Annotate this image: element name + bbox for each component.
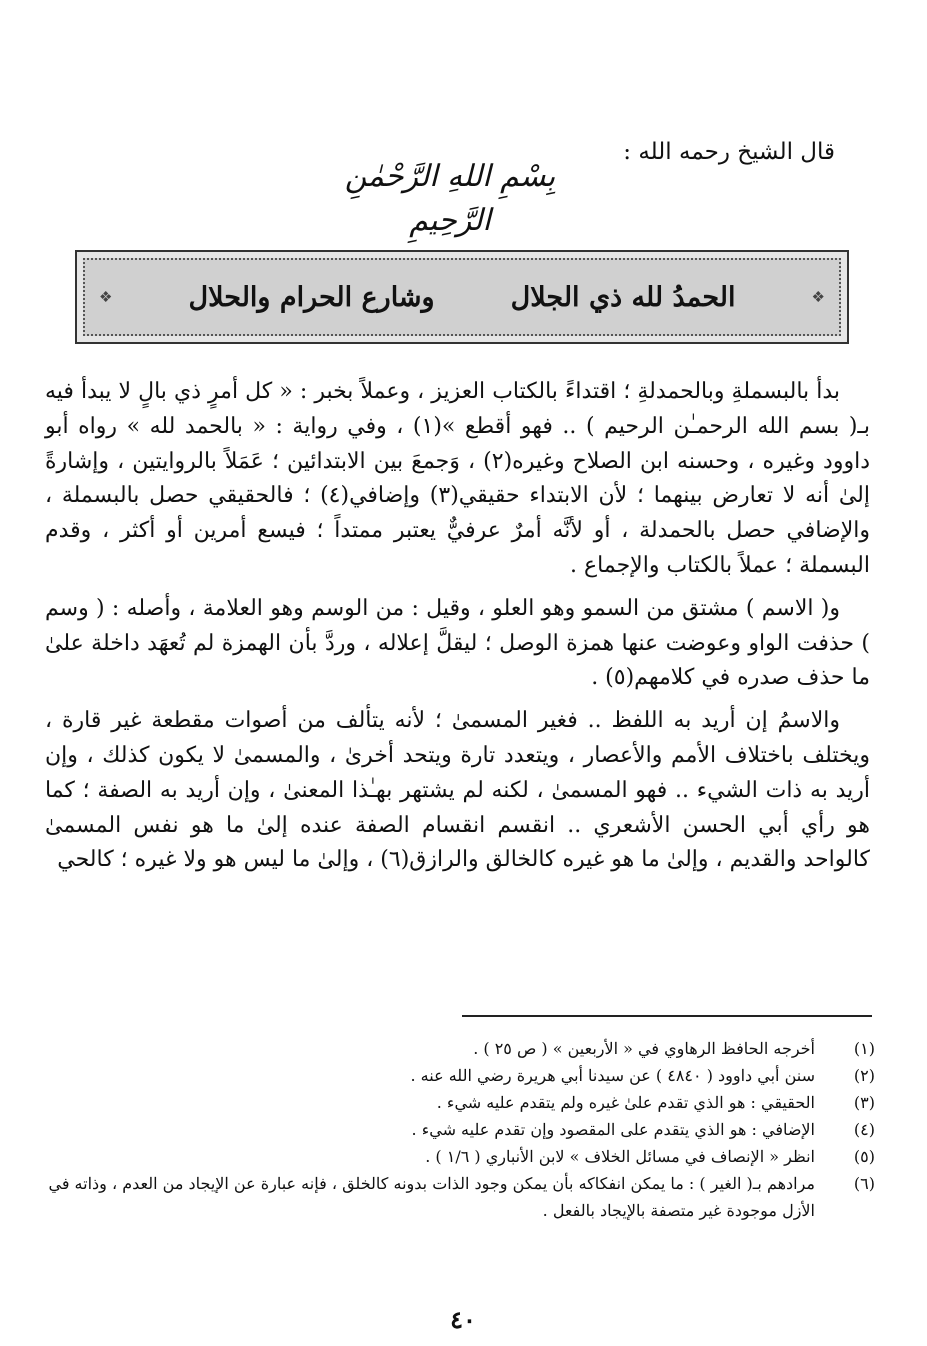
banner-text-first: الحمدُ لله ذي الجلال (510, 281, 736, 313)
ornament-icon: ❖ (99, 288, 113, 306)
footnote-text: الحقيقي : هو الذي تقدم علىٰ غيره ولم يتقدم عليه شيء . (436, 1093, 815, 1112)
basmala-calligraphy: بِسْمِ اللهِ الرَّحْمٰنِ الرَّحِيمِ (344, 159, 556, 238)
paragraph: بدأ بالبسملةِ وبالحمدلةِ ؛ اقتداءً بالكتاب العزيز ، وعملاً بخبر : « كل أمرٍ ذي بالٍ لا يبدأ فيه بـ( بسم الله الرحمـٰن الرحيم ) .. فهو أقطع »(١) ، وفي رواية : « بالحمد لله » رواه أبو داوود وغيره ، وحسنه ابن الصلاح وغيره(٢) ، وَجمعَ بين الابتدائين ؛ عَمَلاً بالروايتين ، وإشارةً إلىٰ أنه لا تعارض بينهما ؛ لأن الابتداء حقيقي(٣) وإضافي(٤) ؛ فالحقيقي حصل بالبسملة ، والإضافي حصل بالحمدلة ، أو لأنَّه أمرٌ عرفيٌّ يعتبر ممتداً ؛ فيسع أمرين أو أكثر ، وقدم البسملة ؛ عملاً بالكتاب والإجماع . (45, 379, 871, 578)
footnote (45, 1116, 875, 1143)
banner-frame (83, 258, 841, 336)
paragraph: و( الاسم ) مشتق من السمو وهو العلو ، وقيل : من الوسم وهو العلامة ، وأصله : ( وسم ) حذفت الواو وعوضت عنها همزة الوصل ؛ ليقلَّ إعلاله ، وردَّ بأن الهمزة لم تُعهَد داخلة علىٰ ما حذف صدره في كلامهم(٥) . (45, 595, 870, 691)
footnote-number: (٤) (853, 1120, 875, 1139)
footnote-text: أخرجه الحافظ الرهاوي في « الأربعين » ( ص ٢٥ ) . (473, 1039, 815, 1058)
footnote (45, 1062, 875, 1089)
footnote-text: مرادهم بـ( الغير ) : ما يمكن انفكاكه بأن يمكن وجود الذات بدونه كالخلق ، فإنه عبارة عن الإيجاد من العدم ، وذاته في الأزل موجودة غير متصفة بالإيجاد بالفعل . (48, 1174, 815, 1220)
footnote-number: (١) (853, 1039, 875, 1058)
footnote (45, 1035, 875, 1062)
footnotes (45, 1035, 875, 1224)
intro-line: قال الشيخ رحمه الله : (623, 139, 835, 165)
footnote (45, 1089, 875, 1116)
ornament-icon: ❖ (811, 288, 825, 306)
paragraph: والاسمُ إن أريد به اللفظ .. فغير المسمىٰ ؛ لأنه يتألف من أصوات مقطعة غير قارة ، ويختلف باختلاف الأمم والأعصار ، ويتعدد تارة ويتحد أخرىٰ ، والمسمىٰ لا يكون كذلك ، وإن أريد به ذات الشيء .. فهو المسمىٰ ، لكنه لم يشتهر بهـٰذا المعنىٰ ، وإن أريد به الصفة ؛ كما هو رأي أبي الحسن الأشعري .. انقسم انقسام الصفة عنده إلىٰ ما هو نفس المسمىٰ كالواحد والقديم ، وإلىٰ ما هو غيره كالخالق والرازق(٦) ، وإلىٰ ما ليس هو ولا غيره ؛ كالحي (45, 708, 870, 873)
banner-text-second: وشارع الحرام والحلال (188, 281, 435, 313)
footnote-text: الإضافي : هو الذي يتقدم على المقصود وإن تقدم عليه شيء . (411, 1120, 815, 1139)
page-number: ٤٠ (450, 1305, 476, 1334)
footnote-number: (٣) (853, 1093, 875, 1112)
footnote (45, 1170, 875, 1224)
footnote-text: سنن أبي داوود ( ٤٨٤٠ ) عن سيدنا أبي هريرة رضي الله عنه . (410, 1066, 815, 1085)
footnote-separator (462, 1015, 872, 1017)
main-text (45, 375, 870, 886)
footnote-number: (٢) (853, 1066, 875, 1085)
footnote-text: انظر « الإنصاف في مسائل الخلاف » لابن الأنباري ( ١/٦ ) . (425, 1147, 815, 1166)
ornamental-banner (75, 250, 849, 344)
footnote-number: (٥) (853, 1147, 875, 1166)
footnote-number: (٦) (853, 1174, 875, 1193)
footnote (45, 1143, 875, 1170)
